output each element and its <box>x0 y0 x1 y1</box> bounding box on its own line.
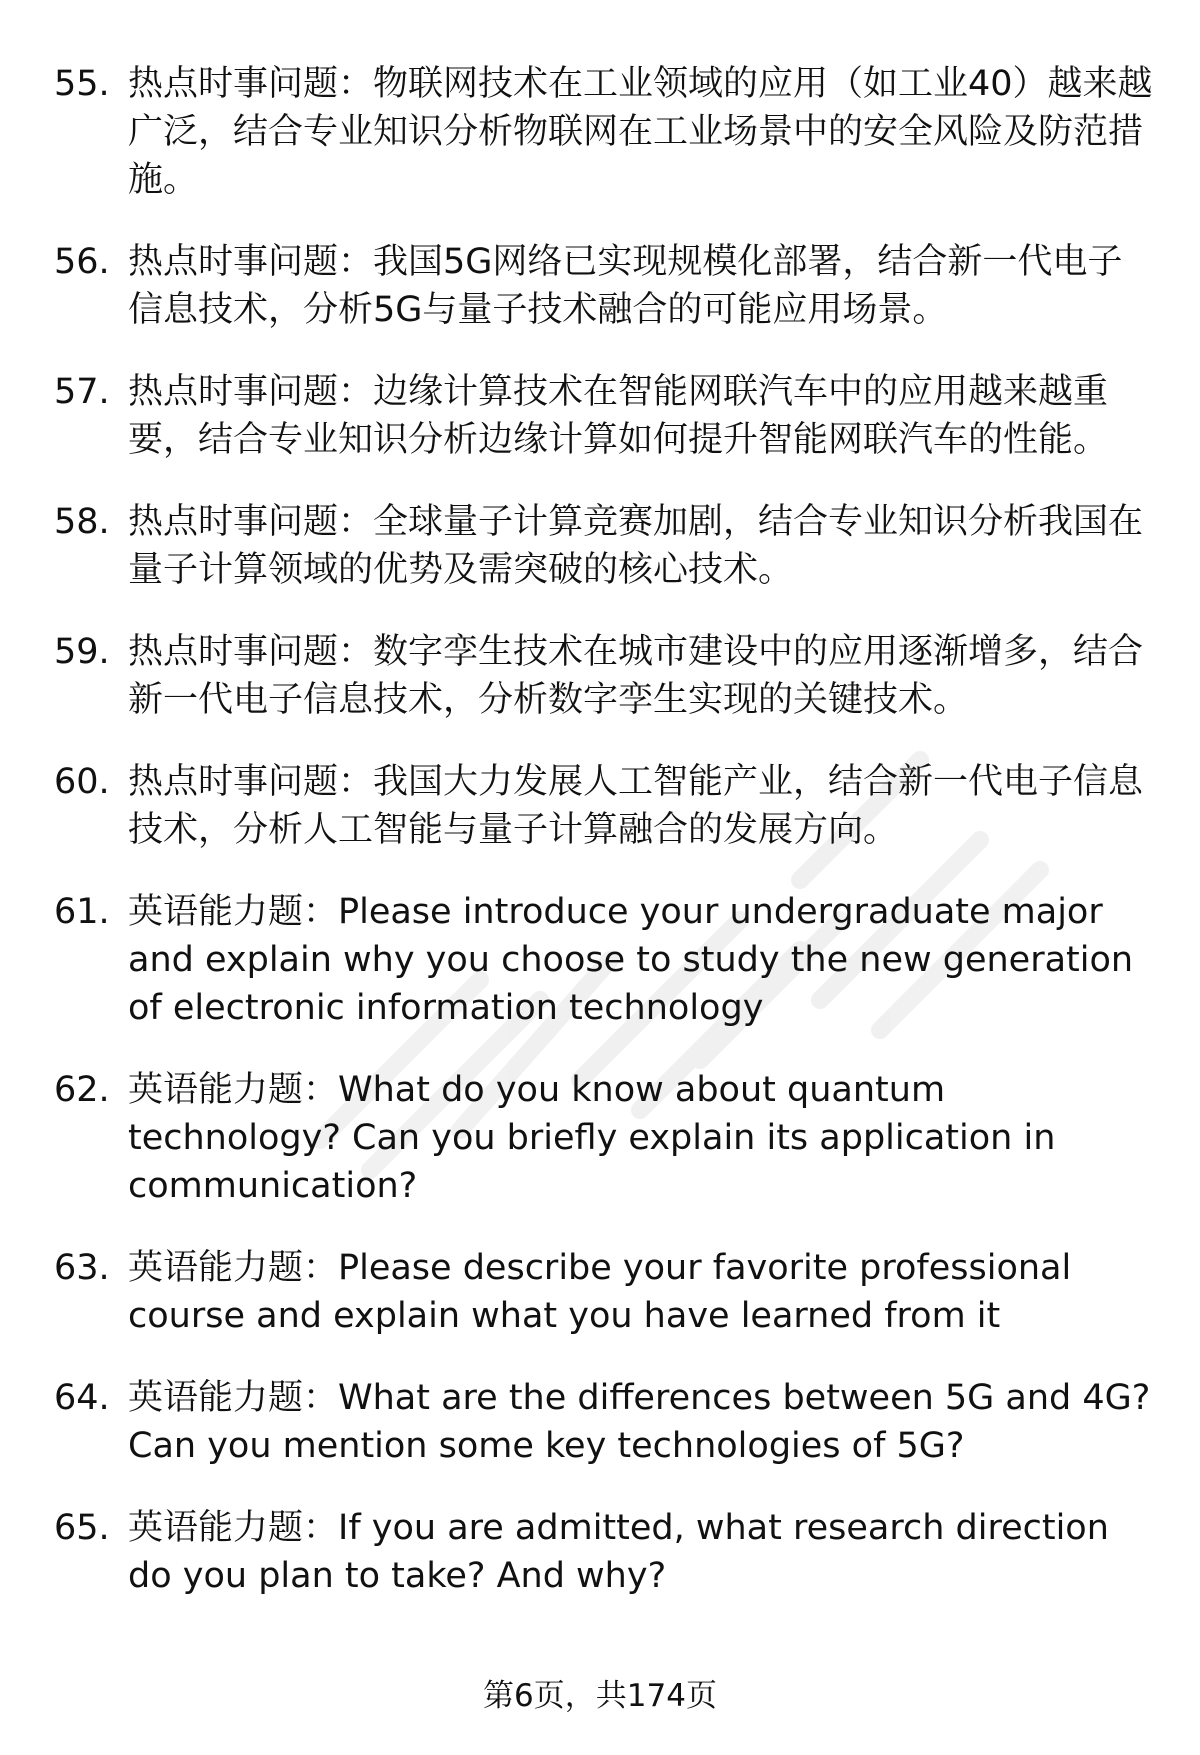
list-item <box>0 498 1200 594</box>
list-item <box>0 628 1200 724</box>
question-number: 58. <box>54 502 110 542</box>
question-number: 60. <box>54 762 110 802</box>
question-list <box>0 60 1200 1634</box>
question-text: 热点时事问题：数字孪生技术在城市建设中的应用逐渐增多，结合新一代电子信息技术，分析数字孪生实现的关键技术。 <box>128 632 1144 720</box>
question-text: 热点时事问题：我国大力发展人工智能产业，结合新一代电子信息技术，分析人工智能与量子计算融合的发展方向。 <box>128 762 1144 850</box>
question-text: 热点时事问题：边缘计算技术在智能网联汽车中的应用越来越重要，结合专业知识分析边缘计算如何提升智能网联汽车的性能。 <box>128 372 1109 460</box>
list-item <box>0 888 1200 1032</box>
question-text: 英语能力题：Please describe your favorite professional course and explain what you have learned from it <box>128 1248 1072 1336</box>
question-text: 热点时事问题：我国5G网络已实现规模化部署，结合新一代电子信息技术，分析5G与量子技术融合的可能应用场景。 <box>128 242 1123 330</box>
question-number: 63. <box>54 1248 110 1288</box>
question-number: 56. <box>54 242 110 282</box>
question-number: 62. <box>54 1070 110 1110</box>
question-number: 61. <box>54 892 110 932</box>
question-text: 热点时事问题：物联网技术在工业领域的应用（如工业40）越来越广泛，结合专业知识分析物联网在工业场景中的安全风险及防范措施。 <box>128 64 1153 200</box>
question-text: 英语能力题：What are the differences between 5G and 4G? Can you mention some key technologies of 5G? <box>128 1378 1151 1466</box>
list-item <box>0 758 1200 854</box>
list-item <box>0 238 1200 334</box>
list-item <box>0 1504 1200 1600</box>
list-item <box>0 368 1200 464</box>
question-text: 热点时事问题：全球量子计算竞赛加剧，结合专业知识分析我国在量子计算领域的优势及需突破的核心技术。 <box>128 502 1144 590</box>
question-number: 55. <box>54 64 110 104</box>
list-item <box>0 1374 1200 1470</box>
question-number: 57. <box>54 372 110 412</box>
list-item <box>0 1244 1200 1340</box>
list-item <box>0 1066 1200 1210</box>
question-text: 英语能力题：Please introduce your undergraduate major and explain why you choose to study the new generation of electronic information technology <box>128 892 1134 1028</box>
list-item <box>0 60 1200 204</box>
question-text: 英语能力题：If you are admitted, what research direction do you plan to take? And why? <box>128 1508 1109 1596</box>
question-number: 59. <box>54 632 110 672</box>
question-number: 65. <box>54 1508 110 1548</box>
question-number: 64. <box>54 1378 110 1418</box>
question-text: 英语能力题：What do you know about quantum technology? Can you briefly explain its application in communication? <box>128 1070 1056 1206</box>
page-footer: 第6页，共174页 <box>483 1678 717 1714</box>
